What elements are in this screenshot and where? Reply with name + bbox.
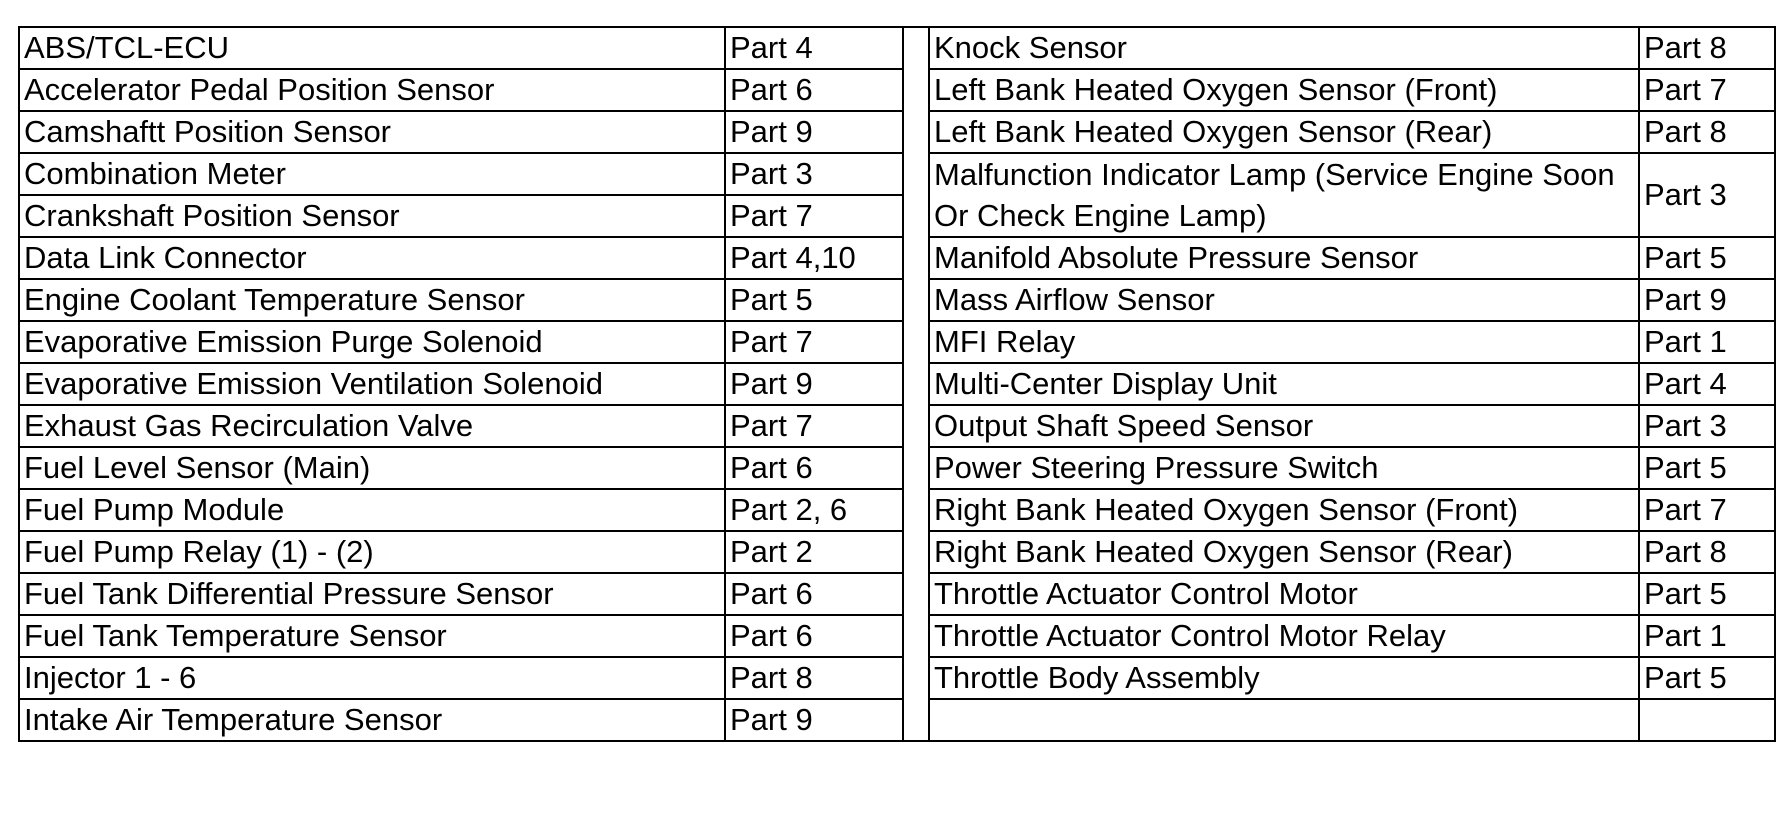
right-component-name: Knock Sensor <box>929 27 1639 69</box>
left-component-name: Accelerator Pedal Position Sensor <box>19 69 725 111</box>
left-part-reference: Part 4 <box>725 27 903 69</box>
right-part-reference: Part 8 <box>1639 111 1775 153</box>
left-part-reference: Part 5 <box>725 279 903 321</box>
right-part-reference: Part 5 <box>1639 237 1775 279</box>
empty-part-cell <box>1639 699 1775 741</box>
left-component-name: Fuel Pump Module <box>19 489 725 531</box>
left-part-reference: Part 9 <box>725 363 903 405</box>
left-part-reference: Part 8 <box>725 657 903 699</box>
right-component-name: Multi-Center Display Unit <box>929 363 1639 405</box>
right-component-name: Throttle Body Assembly <box>929 657 1639 699</box>
left-part-reference: Part 3 <box>725 153 903 195</box>
right-component-name: Left Bank Heated Oxygen Sensor (Rear) <box>929 111 1639 153</box>
left-part-reference: Part 4,10 <box>725 237 903 279</box>
right-component-name: MFI Relay <box>929 321 1639 363</box>
right-part-reference: Part 5 <box>1639 447 1775 489</box>
right-component-name: Throttle Actuator Control Motor <box>929 573 1639 615</box>
left-part-reference: Part 2, 6 <box>725 489 903 531</box>
table-row <box>19 321 1775 363</box>
table-row <box>19 363 1775 405</box>
right-part-reference: Part 5 <box>1639 573 1775 615</box>
table-row <box>19 531 1775 573</box>
right-component-name: Malfunction Indicator Lamp (Service Engine Soon Or Check Engine Lamp) <box>929 153 1639 237</box>
left-part-reference: Part 6 <box>725 573 903 615</box>
table-row <box>19 69 1775 111</box>
left-component-name: Fuel Tank Temperature Sensor <box>19 615 725 657</box>
right-component-name: Manifold Absolute Pressure Sensor <box>929 237 1639 279</box>
component-location-table <box>18 26 1776 742</box>
table-row <box>19 279 1775 321</box>
right-part-reference: Part 9 <box>1639 279 1775 321</box>
right-part-reference: Part 8 <box>1639 27 1775 69</box>
right-component-name: Right Bank Heated Oxygen Sensor (Front) <box>929 489 1639 531</box>
left-component-name: Fuel Tank Differential Pressure Sensor <box>19 573 725 615</box>
right-part-reference: Part 5 <box>1639 657 1775 699</box>
right-part-reference: Part 1 <box>1639 321 1775 363</box>
left-part-reference: Part 7 <box>725 405 903 447</box>
left-component-name: Combination Meter <box>19 153 725 195</box>
right-component-name: Right Bank Heated Oxygen Sensor (Rear) <box>929 531 1639 573</box>
empty-component-cell <box>929 699 1639 741</box>
table-row <box>19 27 1775 69</box>
left-part-reference: Part 7 <box>725 195 903 237</box>
left-part-reference: Part 7 <box>725 321 903 363</box>
column-separator <box>903 27 929 741</box>
table-row <box>19 405 1775 447</box>
left-component-name: Engine Coolant Temperature Sensor <box>19 279 725 321</box>
table-body <box>19 27 1775 741</box>
table-row <box>19 447 1775 489</box>
table-row <box>19 657 1775 699</box>
left-part-reference: Part 9 <box>725 699 903 741</box>
left-component-name: Evaporative Emission Ventilation Solenoid <box>19 363 725 405</box>
right-part-reference: Part 7 <box>1639 69 1775 111</box>
right-part-reference: Part 8 <box>1639 531 1775 573</box>
left-component-name: Camshaftt Position Sensor <box>19 111 725 153</box>
left-component-name: Exhaust Gas Recirculation Valve <box>19 405 725 447</box>
table-row <box>19 615 1775 657</box>
right-component-name: Mass Airflow Sensor <box>929 279 1639 321</box>
table-row <box>19 573 1775 615</box>
table-row <box>19 237 1775 279</box>
table-row <box>19 111 1775 153</box>
left-part-reference: Part 6 <box>725 447 903 489</box>
left-component-name: Crankshaft Position Sensor <box>19 195 725 237</box>
left-component-name: Data Link Connector <box>19 237 725 279</box>
right-component-name: Output Shaft Speed Sensor <box>929 405 1639 447</box>
right-component-name: Left Bank Heated Oxygen Sensor (Front) <box>929 69 1639 111</box>
right-part-reference: Part 4 <box>1639 363 1775 405</box>
right-component-name: Power Steering Pressure Switch <box>929 447 1639 489</box>
right-part-reference: Part 1 <box>1639 615 1775 657</box>
left-component-name: Evaporative Emission Purge Solenoid <box>19 321 725 363</box>
right-component-name: Throttle Actuator Control Motor Relay <box>929 615 1639 657</box>
left-component-name: Fuel Level Sensor (Main) <box>19 447 725 489</box>
left-component-name: Fuel Pump Relay (1) - (2) <box>19 531 725 573</box>
left-part-reference: Part 6 <box>725 615 903 657</box>
table-row <box>19 489 1775 531</box>
left-component-name: ABS/TCL-ECU <box>19 27 725 69</box>
table-row <box>19 153 1775 195</box>
left-part-reference: Part 6 <box>725 69 903 111</box>
right-part-reference: Part 7 <box>1639 489 1775 531</box>
table-row <box>19 699 1775 741</box>
left-part-reference: Part 9 <box>725 111 903 153</box>
left-component-name: Injector 1 - 6 <box>19 657 725 699</box>
right-part-reference: Part 3 <box>1639 405 1775 447</box>
right-part-reference: Part 3 <box>1639 153 1775 237</box>
left-part-reference: Part 2 <box>725 531 903 573</box>
left-component-name: Intake Air Temperature Sensor <box>19 699 725 741</box>
